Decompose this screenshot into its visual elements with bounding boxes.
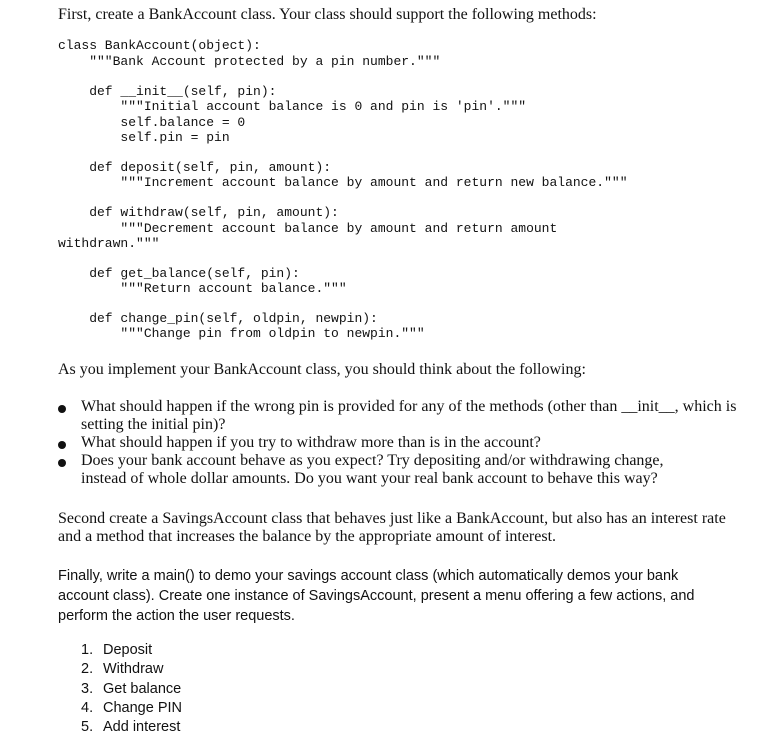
code-line: def change_pin(self, oldpin, newpin): xyxy=(58,311,378,326)
code-line: class BankAccount(object): xyxy=(58,38,261,53)
intro-text: First, create a BankAccount class. Your class should support the following methods: xyxy=(58,6,597,23)
list-number: 2. xyxy=(81,661,94,677)
bullet-dot xyxy=(58,441,66,449)
code-line: withdrawn.""" xyxy=(58,236,160,251)
finally-paragraph: Finally, write a main() to demo your savings account class (which automatically demos your bank account class). Create one instance of SavingsAccount, present a menu offering a few actions, and perform the action the user requests. xyxy=(58,568,695,624)
list-item: Does your bank account behave as you expect? Try depositing and/or withdrawing change, instead of whole dollar amounts. Do you want your real bank account to behave this way? xyxy=(81,452,664,487)
code-line: self.balance = 0 xyxy=(58,115,246,130)
list-item xyxy=(81,681,181,697)
list-item: What should happen if you try to withdraw more than is in the account? xyxy=(81,434,541,451)
second-paragraph: Second create a SavingsAccount class that behaves just like a BankAccount, but also has an interest rate and a method that increases the balance by the appropriate amount of interest. xyxy=(58,510,726,545)
bullet-dot xyxy=(58,405,66,413)
think-heading: As you implement your BankAccount class, you should think about the following: xyxy=(58,361,586,378)
list-label: Deposit xyxy=(103,642,153,658)
list-number: 4. xyxy=(81,700,94,716)
code-line: """Decrement account balance by amount and return amount xyxy=(58,221,558,236)
list-label: Withdraw xyxy=(103,661,164,677)
list-item: What should happen if the wrong pin is provided for any of the methods (other than __init__, which is setting the initial pin)? xyxy=(81,398,737,433)
list-label: Add interest xyxy=(103,719,181,735)
list-item xyxy=(81,719,180,735)
code-line: def __init__(self, pin): xyxy=(58,84,277,99)
bullet-dot xyxy=(58,459,66,467)
list-number: 5. xyxy=(81,719,94,735)
code-line: self.pin = pin xyxy=(58,130,230,145)
list-number: 1. xyxy=(81,642,94,658)
code-line: """Return account balance.""" xyxy=(58,281,347,296)
list-number: 3. xyxy=(81,681,94,697)
code-line: """Bank Account protected by a pin number.""" xyxy=(58,54,441,69)
code-line: """Initial account balance is 0 and pin is 'pin'.""" xyxy=(58,99,527,114)
list-item xyxy=(81,642,152,658)
list-label: Get balance xyxy=(103,681,182,697)
code-line: def deposit(self, pin, amount): xyxy=(58,160,332,175)
list-item xyxy=(81,661,163,677)
code-line: def withdraw(self, pin, amount): xyxy=(58,205,339,220)
code-line: """Increment account balance by amount and return new balance.""" xyxy=(58,175,628,190)
code-line: """Change pin from oldpin to newpin.""" xyxy=(58,326,425,341)
list-label: Change PIN xyxy=(103,700,182,716)
list-item xyxy=(81,700,182,716)
code-line: def get_balance(self, pin): xyxy=(58,266,300,281)
